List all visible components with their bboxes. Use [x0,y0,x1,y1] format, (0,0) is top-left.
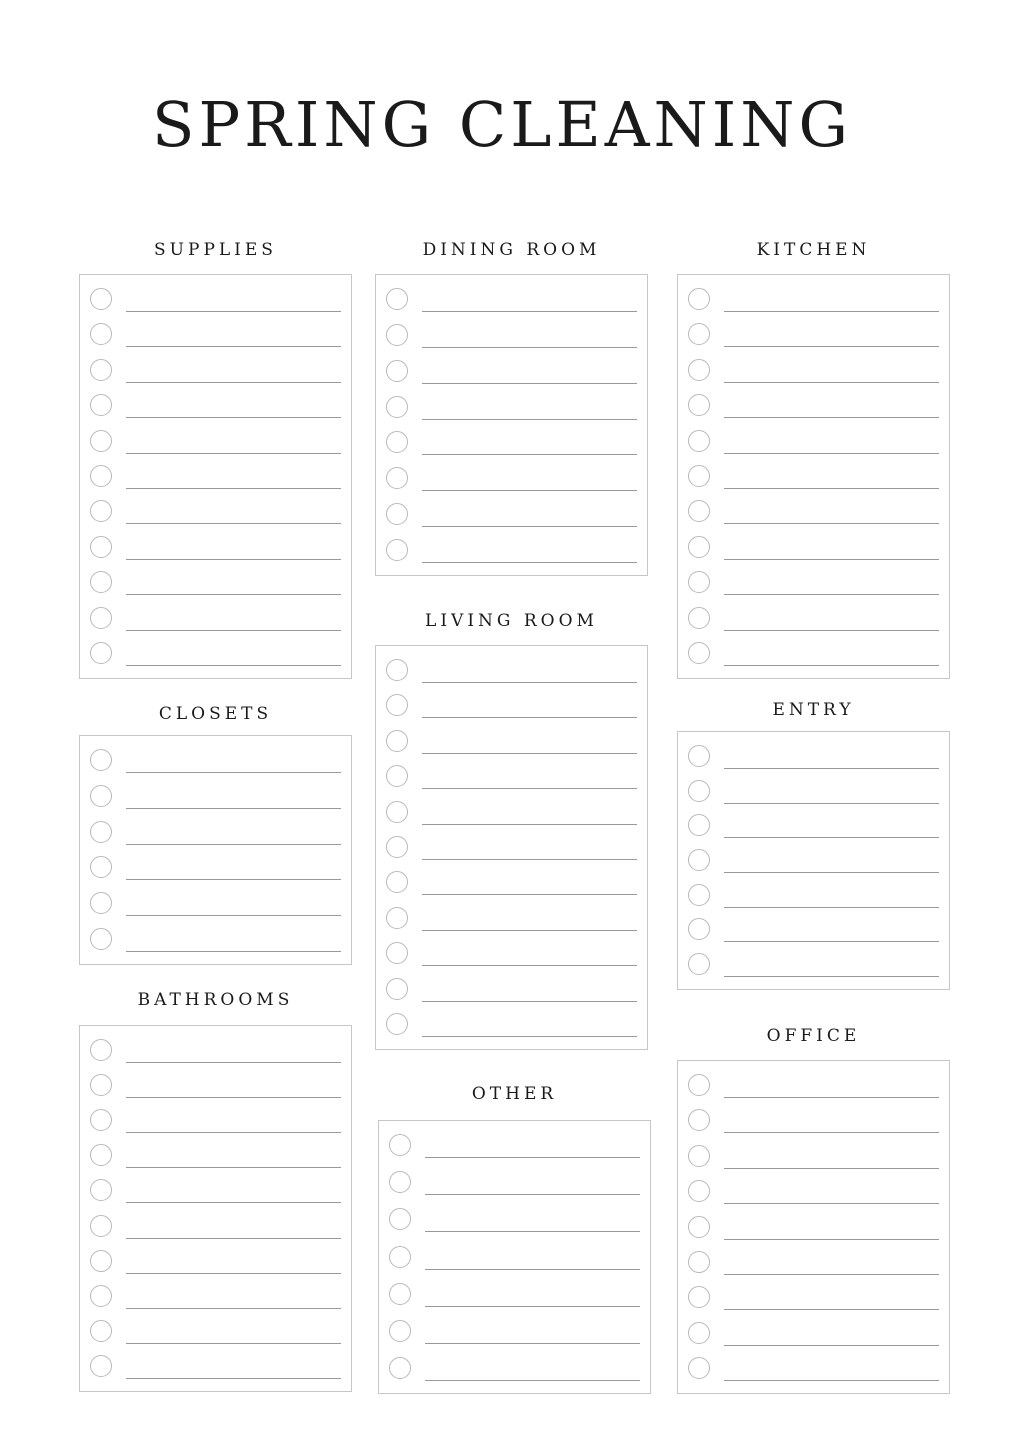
writing-line[interactable] [126,1273,341,1274]
checklist-item [376,537,647,567]
section-heading-closets: CLOSETS [158,704,273,724]
writing-line[interactable] [724,1274,939,1275]
checkbox-circle[interactable] [688,394,710,416]
checkbox-circle[interactable] [90,892,112,914]
checklist-item [376,905,647,935]
checkbox-circle[interactable] [688,1074,710,1096]
writing-line[interactable] [422,894,637,895]
section-heading-entry: ENTRY [772,700,855,720]
checklist-item [379,1169,650,1199]
writing-line[interactable] [724,1345,939,1346]
checkbox-circle[interactable] [90,1144,112,1166]
checklist-item [80,1037,351,1067]
checkbox-circle[interactable] [386,871,408,893]
checklist-item [376,940,647,970]
checklist-item [80,1353,351,1383]
checkbox-circle[interactable] [386,659,408,681]
writing-line[interactable] [724,872,939,873]
checkbox-circle[interactable] [90,323,112,345]
checkbox-circle[interactable] [386,730,408,752]
writing-line[interactable] [126,559,341,560]
checklist-item [80,605,351,635]
checkbox-circle[interactable] [389,1246,411,1268]
checkbox-circle[interactable] [688,536,710,558]
checklist-item [376,465,647,495]
section-heading-other: OTHER [471,1084,558,1104]
checklist-item [376,429,647,459]
checkbox-circle[interactable] [90,465,112,487]
checkbox-circle[interactable] [90,1250,112,1272]
writing-line[interactable] [422,753,637,754]
checklist-item [80,569,351,599]
checkbox-circle[interactable] [688,1357,710,1379]
checkbox-circle[interactable] [688,745,710,767]
writing-line[interactable] [422,562,637,563]
checkbox-circle[interactable] [386,801,408,823]
checklist-item [80,1318,351,1348]
checklist-item [678,778,949,808]
checklist-item [80,1107,351,1137]
checkbox-circle[interactable] [688,359,710,381]
checklist-item [678,640,949,670]
writing-line[interactable] [126,1238,341,1239]
checklist-item [678,743,949,773]
writing-line[interactable] [724,630,939,631]
writing-line[interactable] [126,1343,341,1344]
writing-line[interactable] [126,844,341,845]
writing-line[interactable] [724,1203,939,1204]
writing-line[interactable] [126,951,341,952]
writing-line[interactable] [126,523,341,524]
checklist-item [379,1206,650,1236]
checkbox-circle[interactable] [386,1013,408,1035]
checklist-box-bathrooms [79,1025,352,1392]
checkbox-circle[interactable] [90,430,112,452]
checklist-item [678,428,949,458]
writing-line[interactable] [724,559,939,560]
checkbox-circle[interactable] [90,928,112,950]
checklist-box-dining-room [375,274,648,576]
writing-line[interactable] [126,1132,341,1133]
checkbox-circle[interactable] [90,642,112,664]
writing-line[interactable] [126,1308,341,1309]
writing-line[interactable] [425,1306,640,1307]
writing-line[interactable] [724,1309,939,1310]
checklist-item [80,1142,351,1172]
section-heading-dining-room: DINING ROOM [422,240,601,260]
checkbox-circle[interactable] [386,765,408,787]
writing-line[interactable] [724,941,939,942]
checklist-item [80,498,351,528]
writing-line[interactable] [422,859,637,860]
checkbox-circle[interactable] [688,1216,710,1238]
writing-line[interactable] [425,1194,640,1195]
writing-line[interactable] [724,1380,939,1381]
writing-line[interactable] [126,915,341,916]
checklist-item [376,657,647,687]
checkbox-circle[interactable] [688,500,710,522]
checkbox-circle[interactable] [386,836,408,858]
checklist-item [376,834,647,864]
writing-line[interactable] [724,837,939,838]
writing-line[interactable] [126,879,341,880]
checkbox-circle[interactable] [389,1283,411,1305]
checkbox-circle[interactable] [688,465,710,487]
checklist-item [678,534,949,564]
checkbox-circle[interactable] [90,359,112,381]
checklist-item [80,1248,351,1278]
writing-line[interactable] [126,1097,341,1098]
checklist-item [80,357,351,387]
checklist-item [379,1281,650,1311]
checkbox-circle[interactable] [688,884,710,906]
checklist-item [678,286,949,316]
checklist-item [678,1320,949,1350]
checkbox-circle[interactable] [90,394,112,416]
writing-line[interactable] [422,490,637,491]
writing-line[interactable] [126,1202,341,1203]
checklist-item [678,916,949,946]
checklist-item [379,1355,650,1385]
checklist-item [80,463,351,493]
checklist-item [80,1283,351,1313]
section-heading-kitchen: KITCHEN [756,240,871,260]
checkbox-circle[interactable] [688,323,710,345]
writing-line[interactable] [126,1378,341,1379]
writing-line[interactable] [422,682,637,683]
checklist-item [80,890,351,920]
checklist-item [376,394,647,424]
checklist-item [80,819,351,849]
checklist-item [678,1355,949,1385]
writing-line[interactable] [724,488,939,489]
checklist-item [678,357,949,387]
section-heading-office: OFFICE [766,1026,861,1046]
writing-line[interactable] [422,788,637,789]
writing-line[interactable] [425,1380,640,1381]
writing-line[interactable] [724,665,939,666]
checkbox-circle[interactable] [386,539,408,561]
checklist-item [376,322,647,352]
writing-line[interactable] [126,488,341,489]
writing-line[interactable] [724,803,939,804]
checkbox-circle[interactable] [386,324,408,346]
checklist-item [376,763,647,793]
writing-line[interactable] [422,1001,637,1002]
checkbox-circle[interactable] [90,536,112,558]
checkbox-circle[interactable] [386,503,408,525]
checklist-item [80,428,351,458]
checklist-item [376,728,647,758]
checkbox-circle[interactable] [688,288,710,310]
writing-line[interactable] [724,417,939,418]
checklist-box-closets [79,735,352,965]
checklist-item [80,926,351,956]
writing-line[interactable] [126,346,341,347]
checklist-box-other [378,1120,651,1394]
checklist-item [376,799,647,829]
checklist-item [376,286,647,316]
checkbox-circle[interactable] [90,500,112,522]
checkbox-circle[interactable] [386,431,408,453]
checklist-item [379,1318,650,1348]
checklist-item [678,1072,949,1102]
checkbox-circle[interactable] [90,1355,112,1377]
checkbox-circle[interactable] [90,1320,112,1342]
checkbox-circle[interactable] [389,1171,411,1193]
writing-line[interactable] [422,1036,637,1037]
checklist-box-office [677,1060,950,1394]
writing-line[interactable] [422,311,637,312]
checklist-item [678,1284,949,1314]
checklist-item [678,569,949,599]
checkbox-circle[interactable] [90,1109,112,1131]
checklist-item [678,1249,949,1279]
writing-line[interactable] [126,453,341,454]
checkbox-circle[interactable] [389,1357,411,1379]
checkbox-circle[interactable] [389,1208,411,1230]
checkbox-circle[interactable] [688,1286,710,1308]
writing-line[interactable] [422,526,637,527]
checkbox-circle[interactable] [688,953,710,975]
checkbox-circle[interactable] [90,1074,112,1096]
writing-line[interactable] [126,1062,341,1063]
writing-line[interactable] [126,1167,341,1168]
checklist-item [376,976,647,1006]
writing-line[interactable] [724,382,939,383]
page-title: SPRING CLEANING [151,88,852,161]
checklist-box-entry [677,731,950,990]
checklist-item [678,1178,949,1208]
checkbox-circle[interactable] [386,467,408,489]
checklist-item [80,854,351,884]
checkbox-circle[interactable] [386,694,408,716]
checkbox-circle[interactable] [688,1145,710,1167]
writing-line[interactable] [126,630,341,631]
checklist-item [80,392,351,422]
checkbox-circle[interactable] [90,785,112,807]
checkbox-circle[interactable] [90,856,112,878]
checkbox-circle[interactable] [90,1285,112,1307]
writing-line[interactable] [724,346,939,347]
checklist-item [80,1072,351,1102]
writing-line[interactable] [724,907,939,908]
writing-line[interactable] [422,419,637,420]
writing-line[interactable] [126,665,341,666]
checkbox-circle[interactable] [688,642,710,664]
checkbox-circle[interactable] [688,607,710,629]
writing-line[interactable] [422,930,637,931]
checklist-item [379,1244,650,1274]
section-heading-bathrooms: BATHROOMS [137,990,294,1010]
checkbox-circle[interactable] [90,1215,112,1237]
checklist-item [678,1214,949,1244]
checkbox-circle[interactable] [386,360,408,382]
writing-line[interactable] [724,976,939,977]
checkbox-circle[interactable] [90,571,112,593]
checkbox-circle[interactable] [90,288,112,310]
checkbox-circle[interactable] [688,1109,710,1131]
writing-line[interactable] [724,594,939,595]
checklist-item [678,498,949,528]
checklist-item [678,605,949,635]
writing-line[interactable] [422,965,637,966]
writing-line[interactable] [126,417,341,418]
checkbox-circle[interactable] [688,918,710,940]
checklist-item [80,1177,351,1207]
checkbox-circle[interactable] [386,907,408,929]
checklist-box-living-room [375,645,648,1050]
checklist-item [80,286,351,316]
writing-line[interactable] [724,1239,939,1240]
writing-line[interactable] [422,383,637,384]
checkbox-circle[interactable] [688,430,710,452]
writing-line[interactable] [425,1157,640,1158]
checklist-item [376,358,647,388]
checklist-item [678,463,949,493]
checklist-item [376,1011,647,1041]
checklist-item [678,321,949,351]
writing-line[interactable] [422,454,637,455]
checklist-item [678,847,949,877]
writing-line[interactable] [724,311,939,312]
checkbox-circle[interactable] [386,942,408,964]
writing-line[interactable] [724,1097,939,1098]
writing-line[interactable] [126,382,341,383]
checklist-item [80,1213,351,1243]
checklist-item [80,534,351,564]
checklist-item [80,747,351,777]
checklist-item [678,882,949,912]
checkbox-circle[interactable] [688,814,710,836]
writing-line[interactable] [425,1269,640,1270]
checkbox-circle[interactable] [688,1322,710,1344]
checklist-item [376,501,647,531]
checklist-item [678,392,949,422]
checklist-item [678,951,949,981]
writing-line[interactable] [724,453,939,454]
writing-line[interactable] [422,717,637,718]
checklist-item [80,640,351,670]
checklist-item [376,869,647,899]
checklist-item [376,692,647,722]
writing-line[interactable] [425,1343,640,1344]
writing-line[interactable] [126,311,341,312]
checkbox-circle[interactable] [688,571,710,593]
checklist-box-supplies [79,274,352,679]
writing-line[interactable] [425,1231,640,1232]
checklist-box-kitchen [677,274,950,679]
section-heading-supplies: SUPPLIES [154,240,277,260]
checkbox-circle[interactable] [90,821,112,843]
checkbox-circle[interactable] [90,749,112,771]
checkbox-circle[interactable] [386,288,408,310]
checkbox-circle[interactable] [688,849,710,871]
checkbox-circle[interactable] [389,1134,411,1156]
checklist-item [80,783,351,813]
writing-line[interactable] [126,594,341,595]
checkbox-circle[interactable] [386,978,408,1000]
checkbox-circle[interactable] [688,1180,710,1202]
checkbox-circle[interactable] [90,1039,112,1061]
writing-line[interactable] [422,824,637,825]
checkbox-circle[interactable] [688,780,710,802]
writing-line[interactable] [724,523,939,524]
checklist-item [379,1132,650,1162]
checkbox-circle[interactable] [386,396,408,418]
writing-line[interactable] [126,772,341,773]
writing-line[interactable] [724,1132,939,1133]
writing-line[interactable] [126,808,341,809]
checkbox-circle[interactable] [389,1320,411,1342]
checklist-item [678,1107,949,1137]
checkbox-circle[interactable] [90,607,112,629]
writing-line[interactable] [422,347,637,348]
section-heading-living-room: LIVING ROOM [425,611,598,631]
checklist-item [678,812,949,842]
writing-line[interactable] [724,768,939,769]
writing-line[interactable] [724,1168,939,1169]
checklist-item [678,1143,949,1173]
checklist-item [80,321,351,351]
checkbox-circle[interactable] [90,1179,112,1201]
checkbox-circle[interactable] [688,1251,710,1273]
